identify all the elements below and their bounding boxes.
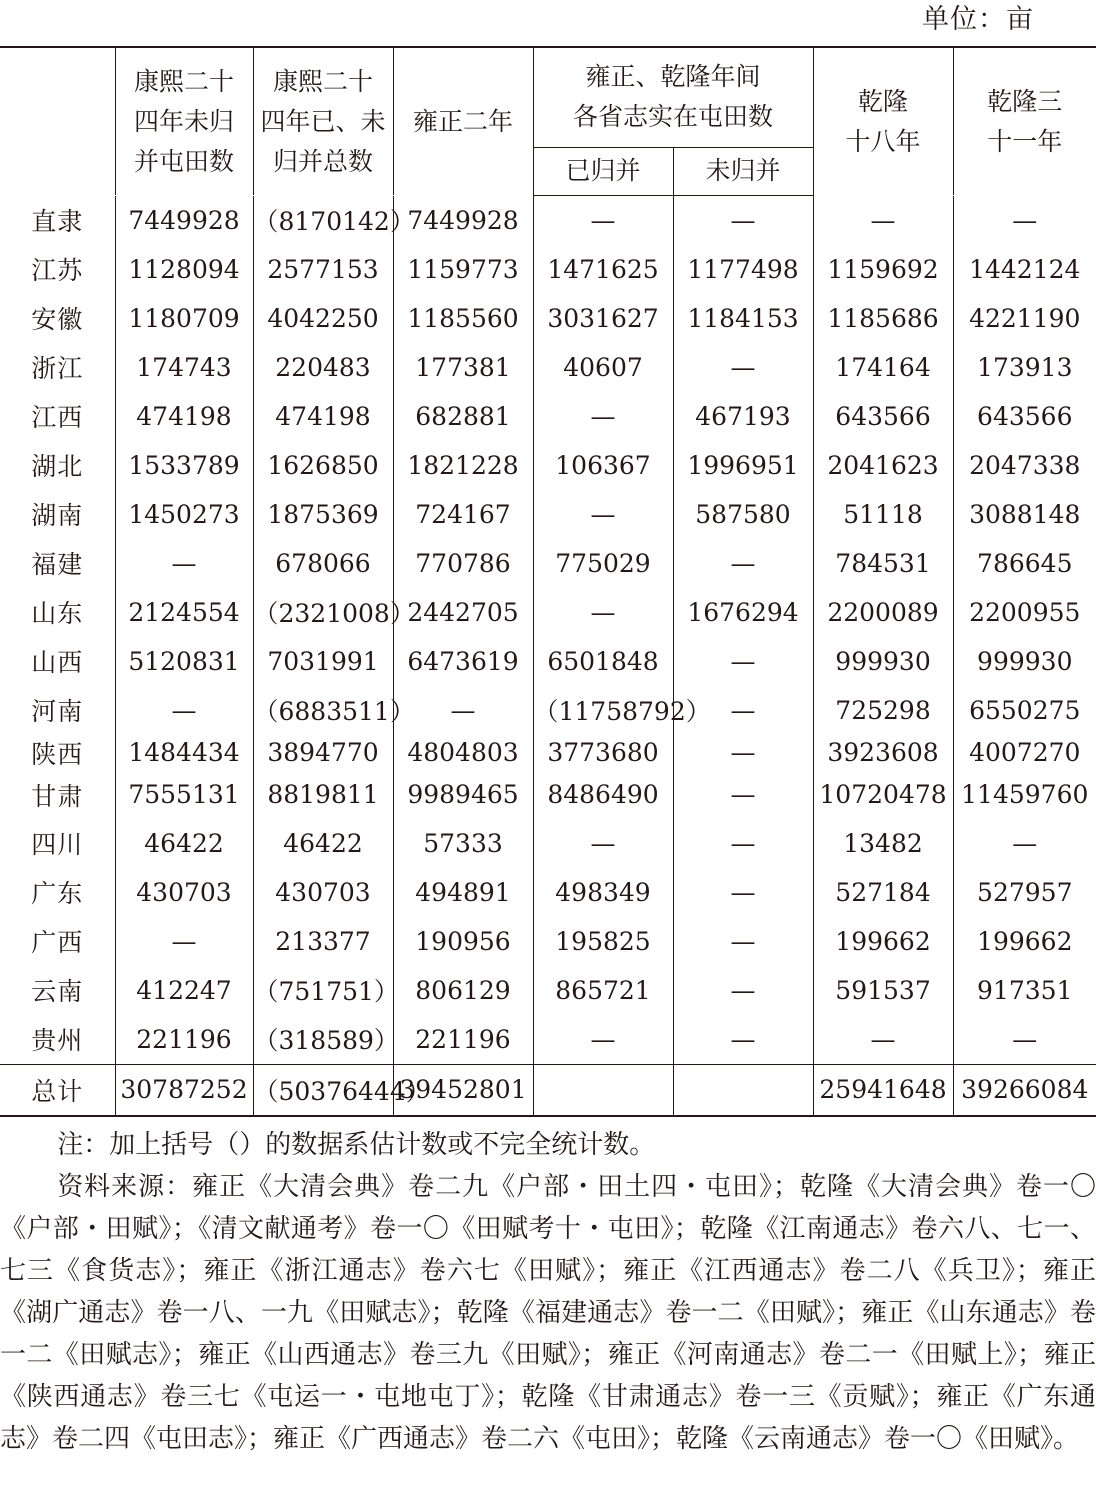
value-cell: 190956 xyxy=(393,917,533,966)
value-cell: 177381 xyxy=(393,343,533,392)
value-cell: 4221190 xyxy=(953,294,1096,343)
value-cell: 199662 xyxy=(953,917,1096,966)
total-row xyxy=(0,1064,1096,1116)
table-row xyxy=(0,539,1096,588)
value-cell: 494891 xyxy=(393,868,533,917)
value-cell: — xyxy=(533,490,673,539)
value-cell: 7555131 xyxy=(115,771,253,819)
province-cell: 江苏 xyxy=(31,256,84,285)
table-row xyxy=(0,441,1096,490)
value-cell: 221196 xyxy=(393,1015,533,1065)
value-cell: — xyxy=(953,819,1096,868)
value-cell: （751751） xyxy=(253,966,393,1015)
value-cell: — xyxy=(533,1015,673,1065)
value-cell: — xyxy=(673,868,813,917)
value-cell: 1185560 xyxy=(393,294,533,343)
total-cell: 39452801 xyxy=(393,1064,533,1116)
header-col2-line: 康熙二十 xyxy=(272,66,373,96)
value-cell: — xyxy=(673,539,813,588)
value-cell: 430703 xyxy=(115,868,253,917)
value-cell: 430703 xyxy=(253,868,393,917)
table-row xyxy=(0,392,1096,441)
header-col1-line: 四年未归 xyxy=(133,106,234,136)
value-cell: 1450273 xyxy=(115,490,253,539)
table-row xyxy=(0,771,1096,819)
value-cell: 3088148 xyxy=(953,490,1096,539)
value-cell: 40607 xyxy=(533,343,673,392)
value-cell: 1996951 xyxy=(673,441,813,490)
value-cell: 6501848 xyxy=(533,637,673,686)
value-cell: 412247 xyxy=(115,966,253,1015)
value-cell: 1484434 xyxy=(115,735,253,771)
value-cell: 1676294 xyxy=(673,588,813,637)
value-cell: 1471625 xyxy=(533,245,673,294)
value-cell: — xyxy=(673,1015,813,1065)
value-cell: 8819811 xyxy=(253,771,393,819)
value-cell: — xyxy=(115,539,253,588)
value-cell: 784531 xyxy=(813,539,953,588)
value-cell: 4804803 xyxy=(393,735,533,771)
table-row xyxy=(0,819,1096,868)
tuntian-table xyxy=(0,46,1096,1117)
value-cell: — xyxy=(673,917,813,966)
value-cell: 11459760 xyxy=(953,771,1096,819)
total-cell: 30787252 xyxy=(115,1064,253,1116)
header-col6-line: 乾隆 xyxy=(858,86,909,116)
province-cell: 河南 xyxy=(31,697,84,726)
header-col1-line: 康熙二十 xyxy=(133,66,234,96)
header-col1-line: 并屯田数 xyxy=(133,146,234,176)
value-cell: — xyxy=(115,917,253,966)
value-cell: （11758792） xyxy=(533,686,673,735)
province-cell: 浙江 xyxy=(31,354,84,383)
value-cell: 221196 xyxy=(115,1015,253,1065)
value-cell: 1177498 xyxy=(673,245,813,294)
value-cell: 8486490 xyxy=(533,771,673,819)
province-cell: 直隶 xyxy=(31,207,84,236)
note-text: 注：加上括号（）的数据系估计数或不完全统计数。 xyxy=(57,1130,656,1160)
total-cell: （50376444） xyxy=(253,1064,393,1116)
value-cell: 682881 xyxy=(393,392,533,441)
table-row xyxy=(0,490,1096,539)
value-cell: 7449928 xyxy=(393,196,533,245)
province-cell: 山东 xyxy=(31,599,84,628)
header-group xyxy=(533,47,813,147)
unit-label: 单位：亩 xyxy=(922,4,1034,35)
value-cell: 51118 xyxy=(813,490,953,539)
header-col7 xyxy=(953,47,1096,195)
value-cell: — xyxy=(673,819,813,868)
value-cell: 1442124 xyxy=(953,245,1096,294)
value-cell: 4042250 xyxy=(253,294,393,343)
value-cell: 6473619 xyxy=(393,637,533,686)
province-cell: 福建 xyxy=(31,550,84,579)
province-cell: 湖北 xyxy=(31,452,84,481)
header-col7-line: 十一年 xyxy=(987,126,1063,156)
value-cell: — xyxy=(393,686,533,735)
province-cell: 江西 xyxy=(31,403,84,432)
table-row xyxy=(0,1015,1096,1065)
value-cell: 1185686 xyxy=(813,294,953,343)
value-cell: 999930 xyxy=(813,637,953,686)
value-cell: — xyxy=(953,1015,1096,1065)
value-cell: 174164 xyxy=(813,343,953,392)
value-cell: 106367 xyxy=(533,441,673,490)
header-col6 xyxy=(813,47,953,195)
value-cell: 6550275 xyxy=(953,686,1096,735)
value-cell: 2200089 xyxy=(813,588,953,637)
value-cell: 5120831 xyxy=(115,637,253,686)
table-row xyxy=(0,294,1096,343)
value-cell: 643566 xyxy=(813,392,953,441)
value-cell: 213377 xyxy=(253,917,393,966)
value-cell: — xyxy=(673,196,813,245)
value-cell: — xyxy=(673,771,813,819)
value-cell: 724167 xyxy=(393,490,533,539)
value-cell: 10720478 xyxy=(813,771,953,819)
header-col2-line: 四年已、未 xyxy=(260,106,386,136)
total-cell: 39266084 xyxy=(953,1064,1096,1116)
value-cell: — xyxy=(673,637,813,686)
value-cell: 498349 xyxy=(533,868,673,917)
value-cell: — xyxy=(533,819,673,868)
table-row xyxy=(0,196,1096,245)
value-cell: 1626850 xyxy=(253,441,393,490)
value-cell: 9989465 xyxy=(393,771,533,819)
value-cell: — xyxy=(673,686,813,735)
value-cell: 474198 xyxy=(115,392,253,441)
value-cell: 1533789 xyxy=(115,441,253,490)
value-cell: 1159773 xyxy=(393,245,533,294)
value-cell: 4007270 xyxy=(953,735,1096,771)
value-cell: 527957 xyxy=(953,868,1096,917)
value-cell: 1180709 xyxy=(115,294,253,343)
header-col2-line: 归并总数 xyxy=(272,146,373,176)
table-row xyxy=(0,637,1096,686)
value-cell: 3894770 xyxy=(253,735,393,771)
header-group-line: 雍正、乾隆年间 xyxy=(585,62,761,92)
value-cell: 1159692 xyxy=(813,245,953,294)
value-cell: 3773680 xyxy=(533,735,673,771)
header-col1 xyxy=(115,47,253,195)
value-cell: 2200955 xyxy=(953,588,1096,637)
value-cell: — xyxy=(953,196,1096,245)
total-cell xyxy=(673,1064,813,1116)
header-col3: 雍正二年 xyxy=(393,47,533,195)
value-cell: 46422 xyxy=(253,819,393,868)
total-cell: 25941648 xyxy=(813,1064,953,1116)
value-cell: 3031627 xyxy=(533,294,673,343)
value-cell: 527184 xyxy=(813,868,953,917)
table-row xyxy=(0,868,1096,917)
table-row xyxy=(0,735,1096,771)
value-cell: — xyxy=(673,343,813,392)
province-cell: 山西 xyxy=(31,648,84,677)
province-cell: 广西 xyxy=(31,928,84,957)
header-col2 xyxy=(253,47,393,195)
notes xyxy=(0,1124,1096,1460)
value-cell: （318589） xyxy=(253,1015,393,1065)
value-cell: 467193 xyxy=(673,392,813,441)
value-cell: 174743 xyxy=(115,343,253,392)
header-province xyxy=(0,47,115,195)
table-row xyxy=(0,686,1096,735)
value-cell: 806129 xyxy=(393,966,533,1015)
value-cell: 865721 xyxy=(533,966,673,1015)
value-cell: — xyxy=(533,392,673,441)
value-cell: 7031991 xyxy=(253,637,393,686)
province-cell: 湖南 xyxy=(31,501,84,530)
table-row xyxy=(0,245,1096,294)
value-cell: （8170142） xyxy=(253,196,393,245)
value-cell: 173913 xyxy=(953,343,1096,392)
province-cell: 广东 xyxy=(31,879,84,908)
value-cell: 999930 xyxy=(953,637,1096,686)
value-cell: — xyxy=(813,1015,953,1065)
table-row xyxy=(0,588,1096,637)
province-cell: 四川 xyxy=(31,830,84,859)
value-cell: — xyxy=(533,196,673,245)
value-cell: 775029 xyxy=(533,539,673,588)
value-cell: — xyxy=(115,686,253,735)
province-cell: 贵州 xyxy=(31,1026,84,1055)
province-cell: 甘肃 xyxy=(31,781,84,811)
header-sub-merged: 已归并 xyxy=(533,147,673,195)
value-cell: 1184153 xyxy=(673,294,813,343)
header-col6-line: 十八年 xyxy=(845,126,921,156)
province-cell: 云南 xyxy=(31,977,84,1006)
value-cell: 725298 xyxy=(813,686,953,735)
value-cell: 643566 xyxy=(953,392,1096,441)
value-cell: 2041623 xyxy=(813,441,953,490)
value-cell: （6883511） xyxy=(253,686,393,735)
value-cell: — xyxy=(533,588,673,637)
value-cell: 2047338 xyxy=(953,441,1096,490)
value-cell: 2124554 xyxy=(115,588,253,637)
value-cell: 2442705 xyxy=(393,588,533,637)
source-text: 资料来源：雍正《大清会典》卷二九《户部・田土四・屯田》；乾隆《大清会典》卷一〇《户部・田赋》；《清文献通考》卷一〇《田赋考十・屯田》；乾隆《江南通志》卷六八、七一、七三《食货志》；雍正《浙江通志》卷六七《田赋》；雍正《江西通志》卷二八《兵卫》；雍正《湖广通志》卷一八、一九《田赋志》；乾隆《福建通志》卷一二《田赋》；雍正《山东通志》卷一二《田赋志》；雍正《山西通志》卷三九《田赋》；雍正《河南通志》卷二一《田赋上》；雍正《陕西通志》卷三七《屯运一・屯地屯丁》；乾隆《甘肃通志》卷一三《贡赋》；雍正《广东通志》卷二四《屯田志》；雍正《广西通志》卷二六《屯田》；乾隆《云南通志》卷一〇《田赋》。 xyxy=(0,1172,1096,1454)
total-cell xyxy=(533,1064,673,1116)
value-cell: 46422 xyxy=(115,819,253,868)
table-row xyxy=(0,966,1096,1015)
value-cell: 786645 xyxy=(953,539,1096,588)
value-cell: — xyxy=(813,196,953,245)
table-row xyxy=(0,917,1096,966)
total-label: 总计 xyxy=(0,1064,115,1116)
value-cell: — xyxy=(673,966,813,1015)
value-cell: 591537 xyxy=(813,966,953,1015)
table-row xyxy=(0,343,1096,392)
value-cell: 13482 xyxy=(813,819,953,868)
value-cell: 199662 xyxy=(813,917,953,966)
value-cell: 1875369 xyxy=(253,490,393,539)
value-cell: 3923608 xyxy=(813,735,953,771)
value-cell: 57333 xyxy=(393,819,533,868)
value-cell: 587580 xyxy=(673,490,813,539)
province-cell: 安徽 xyxy=(31,305,84,334)
value-cell: — xyxy=(673,735,813,771)
province-cell: 陕西 xyxy=(31,739,84,769)
value-cell: 2577153 xyxy=(253,245,393,294)
header-col7-line: 乾隆三 xyxy=(987,86,1063,116)
header-group-line: 各省志实在屯田数 xyxy=(573,102,774,132)
value-cell: 1128094 xyxy=(115,245,253,294)
value-cell: 678066 xyxy=(253,539,393,588)
value-cell: 770786 xyxy=(393,539,533,588)
value-cell: 917351 xyxy=(953,966,1096,1015)
value-cell: 195825 xyxy=(533,917,673,966)
value-cell: （2321008） xyxy=(253,588,393,637)
header-sub-unmerged: 未归并 xyxy=(673,147,813,195)
value-cell: 1821228 xyxy=(393,441,533,490)
value-cell: 7449928 xyxy=(115,196,253,245)
value-cell: 474198 xyxy=(253,392,393,441)
value-cell: 220483 xyxy=(253,343,393,392)
